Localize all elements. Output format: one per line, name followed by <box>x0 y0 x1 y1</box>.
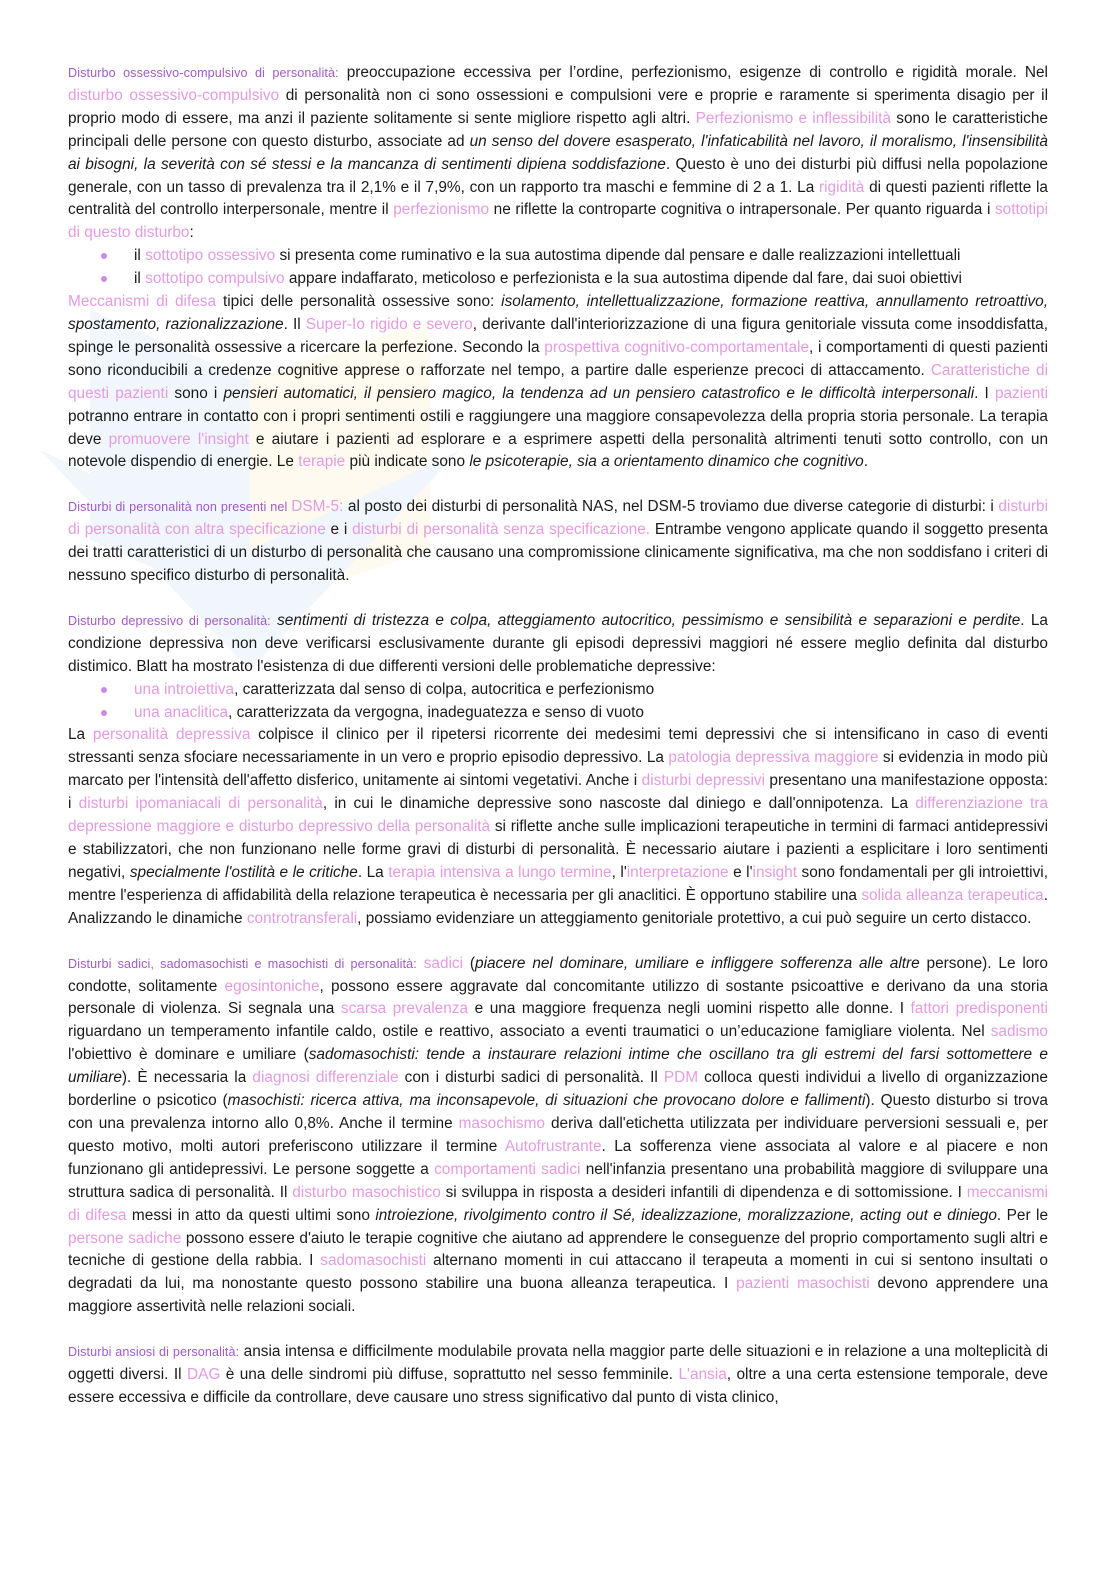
keyword: prospettiva cognitivo-comportamentale <box>544 338 810 356</box>
keyword: sadomasochisti <box>320 1252 427 1270</box>
section-sadici-masochisti <box>68 953 1048 1320</box>
keyword: Autofrustrante <box>504 1137 602 1155</box>
paragraph: Disturbi ansiosi di personalità: ansia intensa e difficilmente modulabile provata nella maggior parte delle situazioni e in relazione a una molteplicità di oggetti diversi. Il DAG è una delle sindromi più diffuse, soprattutto nel sesso femminile. L'ansia, oltre a una certa estensione temporale, deve essere eccessiva e difficile da controllare, deve causare uno stress significativo dal punto di vista clinico, <box>68 1343 1048 1406</box>
list-item: il sottotipo ossessivo si presenta come ruminativo e la sua autostima dipende dal pensare e dalle realizzazioni intellettuali <box>68 245 1048 268</box>
keyword: fattori predisponenti <box>910 1000 1048 1018</box>
section-ossessivo-compulsivo <box>68 62 1048 474</box>
keyword: masochismo <box>458 1114 545 1132</box>
keyword: promuovere l'insight <box>108 430 249 448</box>
keyword: una anaclitica <box>134 703 229 721</box>
keyword: persone sadiche <box>68 1229 182 1247</box>
keyword: sottotipo ossessivo <box>145 247 276 265</box>
bullet-icon <box>101 687 107 693</box>
keyword: perfezionismo <box>393 201 490 219</box>
section-heading: Disturbi sadici, sadomasochisti e masochisti di personalità: <box>68 956 417 971</box>
keyword: PDM <box>663 1069 699 1087</box>
section-heading: Disturbi ansiosi di personalità: <box>68 1345 240 1360</box>
emphasis: sentimenti di tristezza e colpa, atteggiamento autocritico, pessimismo e sensibilità e separazioni e perdite <box>277 611 1021 629</box>
keyword: sadici <box>423 954 464 972</box>
emphasis: introiezione, rivolgimento contro il Sé, idealizzazione, moralizzazione, acting out e diniego <box>375 1206 997 1224</box>
keyword: sottotipo compulsivo <box>145 270 285 288</box>
keyword: L'ansia <box>678 1366 727 1384</box>
keyword: Perfezionismo e inflessibilità <box>695 109 891 127</box>
paragraph: La personalità depressiva colpisce il clinico per il ripetersi ricorrente dei medesimi temi depressivi che si intensificano in caso di eventi stressanti senza sfociare necessariamente in un vero e proprio episodio depressivo. La patologia depressiva maggiore si evidenzia in modo più marcato per l'intensità dell'affetto disferico, unitamente ai sintomi vegetativi. Anche i disturbi depressivi presentano una manifestazione opposta: i disturbi ipomaniacali di personalità, in cui le dinamiche depressive sono nascoste dal diniego e dall'onnipotenza. La differenziazione tra depressione maggiore e disturbo depressivo della personalità si riflette anche sulle implicazioni terapeutiche in termini di farmaci antidepressivi e stabilizzatori, che non funzionano nelle forme gravi di disturbi di personalità. È necessario aiutare i pazienti a esplicitare i loro sentimenti negativi, specialmente l'ostilità e le critiche. La terapia intensiva a lungo termine, l'interpretazione e l'insight sono fondamentali per gli introiettivi, mentre l'esperienza di affidabilità della relazione terapeutica è necessaria per gli anaclitici. È opportuno stabilire una solida alleanza terapeutica. Analizzando le dinamiche controtransferali, possiamo evidenziare un atteggiamento genitoriale protettivo, a cui può seguire un certo distacco. <box>68 726 1049 927</box>
bullet-icon <box>101 710 107 716</box>
keyword: meccanismi di difesa <box>68 1183 1048 1224</box>
keyword: disturbo ossessivo-compulsivo <box>68 86 280 104</box>
keyword: terapia intensiva a lungo termine <box>388 863 612 881</box>
keyword: comportamenti sadici <box>434 1160 581 1178</box>
keyword: pazienti <box>994 384 1049 402</box>
keyword: Super-Io rigido e severo <box>305 315 473 333</box>
keyword: DAG <box>186 1366 221 1384</box>
list-item: una introiettiva, caratterizzata dal senso di colpa, autocritica e perfezionismo <box>68 679 1048 702</box>
emphasis: specialmente l'ostilità e le critiche <box>129 863 358 881</box>
keyword: differenziazione tra depressione maggiore e disturbo depressivo della personalità <box>68 795 1049 836</box>
paragraph: Disturbi di personalità non presenti nel DSM-5: al posto dei disturbi di personalità NAS, nel DSM-5 troviamo due diverse categorie di disturbi: i disturbi di personalità con altra specificazione e i disturbi di personalità senza specificazione. Entrambe vengono applicate quando il soggetto presenta dei tratti caratteristici di un disturbo di personalità che causano una compromissione clinicamente significativa, ma che non soddisfano i criteri di nessuno specifico disturbo di personalità. <box>68 498 1048 585</box>
bullet-icon <box>101 253 107 259</box>
keyword: scarsa prevalenza <box>340 1000 469 1018</box>
keyword: disturbi ipomaniacali di personalità <box>78 795 323 813</box>
keyword: disturbi di personalità senza specificazione. <box>352 521 651 539</box>
emphasis: sadomasochisti: tende a instaurare relazioni intime che oscillano tra gli estremi del farsi sottomettere e umiliare <box>68 1046 1048 1087</box>
keyword: disturbi depressivi <box>641 772 765 790</box>
keyword: una introiettiva <box>134 680 235 698</box>
keyword: Meccanismi di difesa <box>68 293 217 311</box>
paragraph: Meccanismi di difesa tipici delle personalità ossessive sono: isolamento, intellettualizzazione, formazione reattiva, annullamento retroattivo, spostamento, razionalizzazione. Il Super-Io rigido e severo, derivante dall'interiorizzazione di una figura genitoriale vissuta come insoddisfatta, spinge le personalità ossessive a ricercare la perfezione. Secondo la prospettiva cognitivo-comportamentale, i comportamenti di questi pazienti sono riconducibili a credenze cognitive apprese o rafforzate nel tempo, a partire dalle esperienze precoci di attaccamento. Caratteristiche di questi pazienti sono i pensieri automatici, il pensiero magico, la tendenza ad un pensiero catastrofico e le difficoltà interpersonali. I pazienti potranno entrare in contatto con i propri sentimenti ostili e raggiungere una maggiore consapevolezza della propria storia personale. La terapia deve promuovere l'insight e aiutare i pazienti ad esplorare e a esprimere aspetti della personalità altrimenti tenuti sotto controllo, con un notevole dispendio di energie. Le terapie più indicate sono le psicoterapie, sia a orientamento dinamico che cognitivo. <box>68 293 1049 471</box>
section-non-presenti-dsm5 <box>68 496 1048 588</box>
emphasis: pensieri automatici, il pensiero magico, la tendenza ad un pensiero catastrofico e le difficoltà interpersonali <box>223 384 975 402</box>
keyword: patologia depressiva maggiore <box>668 749 879 767</box>
keyword: egosintoniche <box>224 977 320 995</box>
keyword: controtransferali <box>246 909 358 927</box>
keyword: solida alleanza terapeutica <box>861 886 1044 904</box>
bullet-icon <box>101 276 107 282</box>
keyword: personalità depressiva <box>92 726 251 744</box>
bullet-list <box>68 679 1048 725</box>
bullet-list <box>68 245 1048 291</box>
section-depressivo <box>68 610 1048 931</box>
emphasis: masochisti: ricerca attiva, ma inconsapevole, di situazioni che provocano dolore e fallimenti <box>227 1092 866 1110</box>
document-page <box>68 62 1048 1432</box>
keyword: sottotipi di questo disturbo <box>68 201 1049 242</box>
paragraph: Disturbi sadici, sadomasochisti e masochisti di personalità: sadici (piacere nel dominare, umiliare e infliggere sofferenza alle altre persone). Le loro condotte, solitamente egosintoniche, possono essere aggravate dal concomitante utilizzo di sostante psicoattive e derivano da una storia personale di violenza. Si segnala una scarsa prevalenza e una maggiore frequenza negli uomini rispetto alle donne. I fattori predisponenti riguardano un temperamento infantile caldo, ostile e reattivo, associato a eventi traumatici o un’educazione famigliare violenta. Nel sadismo l'obiettivo è dominare e umiliare (sadomasochisti: tende a instaurare relazioni intime che oscillano tra gli estremi del farsi sottomettere e umiliare). È necessaria la diagnosi differenziale con i disturbi sadici di personalità. Il PDM colloca questi individui a livello di organizzazione borderline o psicotico (masochisti: ricerca attiva, ma inconsapevole, di situazioni che provocano dolore e fallimenti). Questo disturbo si trova con una prevalenza intorno allo 0,8%. Anche il termine masochismo deriva dall'etichetta utilizzata per individuare perversioni sessuali e, per questo motivo, molti autori preferiscono utilizzare il termine Autofrustrante. La sofferenza viene associata al valore e al piacere e non funzionano gli antidepressivi. Le persone soggette a comportamenti sadici nell'infanzia presentano una probabilità maggiore di sviluppare una struttura sadica di personalità. Il disturbo masochistico si sviluppa in risposta a desideri infantili di dipendenza e di sottomissione. I meccanismi di difesa messi in atto da questi ultimi sono introiezione, rivolgimento contro il Sé, idealizzazione, moralizzazione, acting out e diniego. Per le persone sadiche possono essere d'aiuto le terapie cognitive che aiutano ad apprendere le conseguenze del proprio comportamento sugli altri e tecniche di gestione della rabbia. I sadomasochisti alternano momenti in cui attaccano il terapeuta a momenti in cui si sentono insultati o degradati da lui, ma nonostante questo possono stabilire una buona alleanza terapeutica. I pazienti masochisti devono apprendere una maggiore assertività nelle relazioni sociali. <box>68 954 1049 1316</box>
list-item: una anaclitica, caratterizzata da vergogna, inadeguatezza e senso di vuoto <box>68 702 1048 725</box>
emphasis: piacere nel dominare, umiliare e infliggere sofferenza alle altre <box>475 954 920 972</box>
keyword: disturbo masochistico <box>292 1183 441 1201</box>
emphasis: isolamento, intellettualizzazione, formazione reattiva, annullamento retroattivo, spostamento, razionalizzazione <box>68 293 1048 333</box>
keyword: pazienti masochisti <box>736 1275 870 1293</box>
keyword: DSM-5: <box>291 498 344 516</box>
emphasis: le psicoterapie, sia a orientamento dinamico che cognitivo <box>469 453 864 471</box>
emphasis: un senso del dovere esasperato, l'infaticabilità nel lavoro, il moralismo, l'insensibilità ai bisogni, la severità con sé stessi e la mancanza di sentimenti dipiena soddisfazione <box>68 132 1048 173</box>
section-heading: Disturbo ossessivo-compulsivo di personalità: <box>68 66 339 80</box>
section-heading: Disturbi di personalità non presenti nel <box>68 500 292 515</box>
paragraph: Disturbo depressivo di personalità: sentimenti di tristezza e colpa, atteggiamento autocritico, pessimismo e sensibilità e separazioni e perdite. La condizione depressiva non deve verificarsi esclusivamente durante gli episodi depressivi maggiori né essere meglio definita dal disturbo distimico. Blatt ha mostrato l'esistenza di due differenti versioni delle problematiche depressive: <box>68 611 1048 675</box>
keyword: insight <box>752 863 798 881</box>
keyword: interpretazione <box>626 863 729 881</box>
list-item: il sottotipo compulsivo appare indaffarato, meticoloso e perfezionista e la sua autostima dipende dal fare, dai suoi obiettivi <box>68 268 1048 291</box>
keyword: sadismo <box>990 1023 1048 1041</box>
keyword: diagnosi differenziale <box>252 1069 399 1087</box>
paragraph: Disturbo ossessivo-compulsivo di personalità: preoccupazione eccessiva per l’ordine, perfezionismo, esigenze di controllo e rigidità morale. Nel disturbo ossessivo-compulsivo di personalità non ci sono ossessioni e compulsioni vere e proprie e raramente si sperimenta disagio per il proprio modo di essere, ma anzi il paziente solitamente si sente migliore rispetto agli altri. Perfezionismo e inflessibilità sono le caratteristiche principali delle persone con questo disturbo, associate ad un senso del dovere esasperato, l'infaticabilità nel lavoro, il moralismo, l'insensibilità ai bisogni, la severità con sé stessi e la mancanza di sentimenti dipiena soddisfazione. Questo è uno dei disturbi più diffusi nella popolazione generale, con un tasso di prevalenza tra il 2,1% e il 7,9%, con un rapporto tra maschi e femmine di 2 a 1. La rigidità di questi pazienti riflette la centralità del controllo interpersonale, mentre il perfezionismo ne riflette la controparte cognitiva o intrapersonale. Per quanto riguarda i sottotipi di questo disturbo: <box>68 64 1049 242</box>
keyword: terapie <box>298 453 346 471</box>
section-ansiosi <box>68 1341 1048 1410</box>
keyword: disturbi di personalità con altra specificazione <box>68 498 1048 539</box>
section-heading: Disturbo depressivo di personalità: <box>68 613 271 628</box>
keyword: Caratteristiche di questi pazienti <box>68 361 1048 402</box>
keyword: rigidità <box>819 178 865 196</box>
